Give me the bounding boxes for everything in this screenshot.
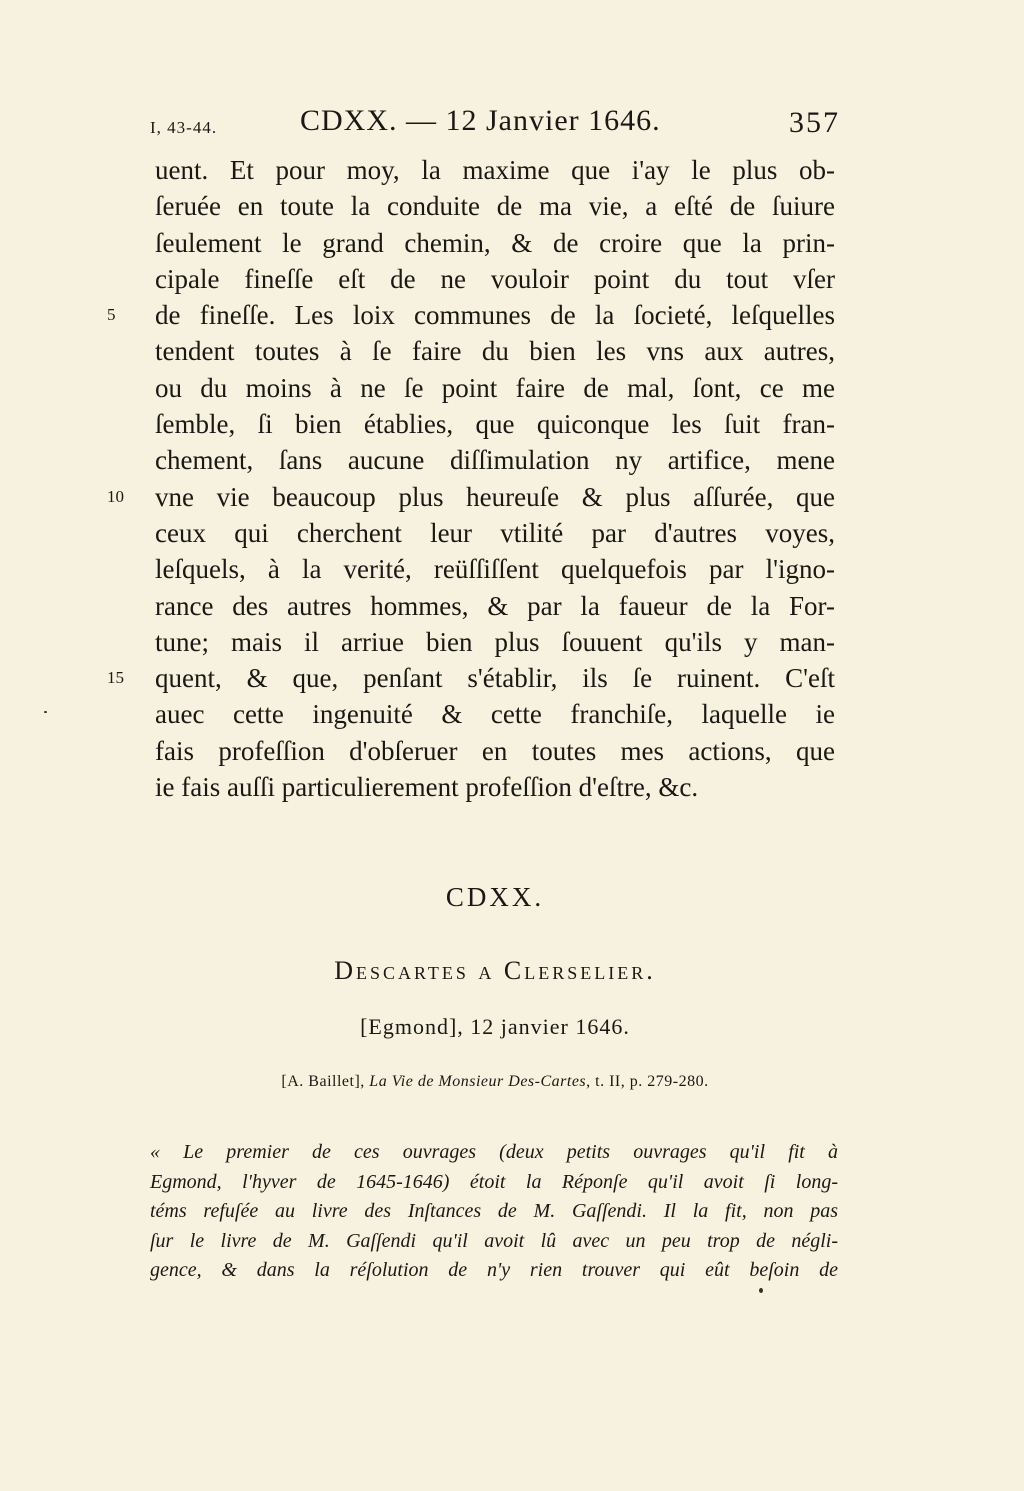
line-text: ou du moins à ne ſe point faire de mal, ſont, ce me <box>155 372 835 403</box>
header-title: CDXX. — 12 Janvier 1646. <box>300 104 661 137</box>
line-text: chement, ſans aucune diſſimulation ny artifice, mene <box>155 445 835 476</box>
text-line <box>155 769 835 805</box>
line-text: uent. Et pour moy, la maxime que i'ay le plus ob- <box>155 155 835 185</box>
text-line <box>155 733 835 769</box>
letter-body <box>107 152 835 805</box>
line-text: vne vie beaucoup plus heureuſe & plus aſſurée, que <box>155 481 835 512</box>
source-suffix: , t. II, p. 279-280. <box>586 1073 709 1090</box>
line-text: ie fais auſſi particulierement profeſſion d'eſtre, &c. <box>155 772 699 803</box>
text-line <box>155 551 835 587</box>
letter-number: CDXX. <box>445 882 545 912</box>
line-text: ſeulement le grand chemin, & de croire que la prin- <box>155 227 835 258</box>
line-text: ſeruée en toute la conduite de ma vie, a eſté de ſuiure <box>155 191 835 222</box>
text-line <box>155 696 835 732</box>
quoted-passage <box>150 1138 838 1286</box>
quote-line: ſur le livre de M. Gaſſendi qu'il avoit lû avec un peu trop de négli- <box>150 1229 838 1252</box>
running-header <box>150 104 840 144</box>
text-line <box>107 479 835 515</box>
text-line <box>155 370 835 406</box>
quote-line: téms refuſée au livre des Inſtances de M. Gaſſendi. Il la fit, non pas <box>150 1200 838 1222</box>
line-text: ceux qui cherchent leur vtilité par d'autres voyes, <box>155 517 835 548</box>
line-number: 15 <box>107 668 124 688</box>
line-text: leſquels, à la verité, reüſſiſſent quelquefois par l'igno- <box>155 554 835 585</box>
page-number: 357 <box>789 106 840 139</box>
quote-line: « Le premier de ces ouvrages (deux petits ouvrages qu'il fit à <box>150 1141 838 1163</box>
text-line <box>107 297 835 333</box>
source-citation <box>0 1073 990 1091</box>
print-speck <box>759 1288 763 1293</box>
line-text: quent, & que, penſant s'établir, ils ſe ruinent. C'eſt <box>155 663 835 694</box>
line-text: tune; mais il arriue bien plus ſouuent qu'ils y man- <box>155 626 835 657</box>
text-line <box>155 406 835 442</box>
text-line <box>155 225 835 261</box>
source-prefix: [A. Baillet], <box>281 1073 370 1090</box>
source-title: La Vie de Monsieur Des-Cartes <box>369 1073 587 1090</box>
text-line <box>155 588 835 624</box>
print-speck <box>44 711 47 713</box>
line-text: fais profeſſion d'obſeruer en toutes mes actions, que <box>155 735 835 766</box>
text-line <box>155 152 835 188</box>
line-number: 5 <box>107 305 116 325</box>
line-text: rance des autres hommes, & par la faueur de la For- <box>155 590 835 621</box>
line-text: auec cette ingenuité & cette franchiſe, laquelle ie <box>155 699 835 730</box>
text-line <box>155 442 835 478</box>
letter-heading: Descartes a Clerselier. <box>334 956 656 985</box>
text-line <box>107 660 835 696</box>
text-line <box>155 188 835 224</box>
text-line <box>155 333 835 369</box>
quote-line: gence, & dans la réſolution de n'y rien trouver qui eût beſoin de <box>150 1259 838 1281</box>
line-number: 10 <box>107 486 124 506</box>
quote-line: Egmond, l'hyver de 1645-1646) étoit la Réponſe qu'il avoit ſi long- <box>150 1170 838 1193</box>
header-reference: I, 43-44. <box>150 118 218 137</box>
text-line <box>155 515 835 551</box>
line-text: de fineſſe. Les loix communes de la ſocieté, leſquelles <box>155 300 835 331</box>
line-text: cipale fineſſe eſt de ne vouloir point du tout vſer <box>155 263 835 294</box>
letter-place-date: [Egmond], 12 janvier 1646. <box>360 1014 630 1039</box>
text-line <box>155 624 835 660</box>
line-text: ſemble, ſi bien établies, que quiconque les ſuit fran- <box>155 409 835 440</box>
line-text: tendent toutes à ſe faire du bien les vns aux autres, <box>155 336 835 367</box>
text-line <box>155 261 835 297</box>
